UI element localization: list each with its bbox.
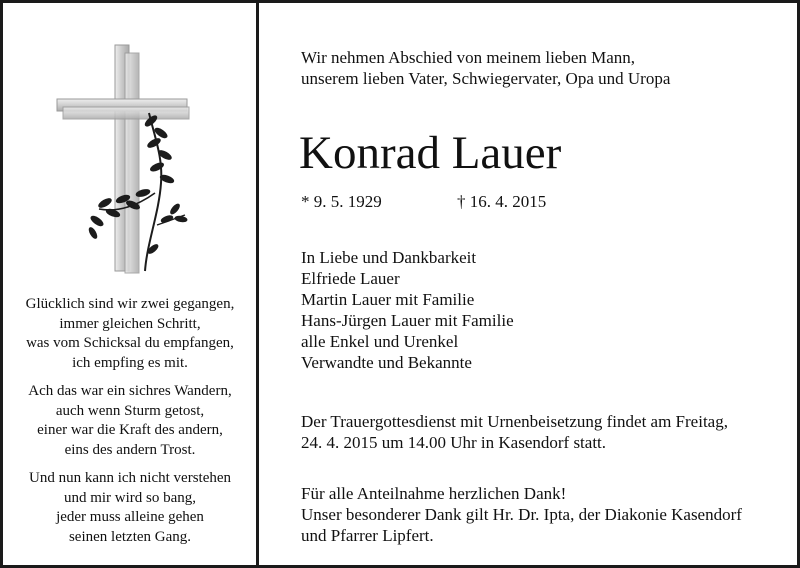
- death-date: † 16. 4. 2015: [457, 192, 547, 211]
- mourner-line: Martin Lauer mit Familie: [301, 290, 475, 309]
- right-column: [259, 3, 797, 565]
- intro-text: [301, 47, 670, 89]
- birth-date: * 9. 5. 1929: [301, 192, 382, 211]
- service-line: 24. 4. 2015 um 14.00 Uhr in Kasendorf statt.: [301, 433, 607, 452]
- thanks-text: [301, 483, 742, 546]
- thanks-line: Für alle Anteilnahme herzlichen Dank!: [301, 484, 567, 503]
- mourner-line: Verwandte und Bekannte: [301, 353, 472, 372]
- poem-stanza-2: [13, 382, 247, 460]
- poem-line: Und nun kann ich nicht verstehen: [28, 470, 232, 486]
- poem-line: jeder muss alleine gehen: [56, 509, 204, 525]
- thanks-line: Unser besonderer Dank gilt Hr. Dr. Ipta, der Diakonie Kasendorf: [301, 505, 742, 524]
- mourners-list: [301, 247, 514, 373]
- poem-line: auch wenn Sturm getost,: [55, 402, 205, 419]
- poem-line: und mir wird so bang,: [63, 489, 197, 506]
- deceased-name: Konrad Lauer: [299, 127, 562, 179]
- poem-line: immer gleichen Schritt,: [59, 315, 201, 332]
- mourner-line: In Liebe und Dankbarkeit: [301, 248, 477, 267]
- poem-line: einer war die Kraft des andern,: [37, 422, 223, 438]
- poem-line: eins des andern Trost.: [64, 441, 196, 458]
- intro-line: unserem lieben Vater, Schwiegervater, Opa und Uropa: [301, 69, 671, 88]
- cross-icon: [51, 43, 191, 275]
- thanks-line: und Pfarrer Lipfert.: [301, 526, 434, 545]
- poem-line: ich empfing es mit.: [72, 354, 188, 371]
- service-info: [301, 411, 728, 453]
- poem-line: Glücklich sind wir zwei gegangen,: [25, 296, 235, 312]
- mourner-line: Elfriede Lauer: [301, 269, 400, 288]
- intro-line: Wir nehmen Abschied von meinem lieben Mann,: [301, 48, 636, 67]
- mourner-line: Hans-Jürgen Lauer mit Familie: [301, 311, 514, 330]
- mourner-line: alle Enkel und Urenkel: [301, 332, 459, 351]
- poem-stanza-3: [13, 469, 247, 547]
- poem-line: Ach das war ein sichres Wandern,: [28, 383, 232, 399]
- left-column: [3, 3, 256, 565]
- poem-line: seinen letzten Gang.: [68, 528, 192, 545]
- poem-stanza-1: [13, 295, 247, 373]
- service-line: Der Trauergottesdienst mit Urnenbeisetzung findet am Freitag,: [301, 412, 728, 431]
- poem-line: was vom Schicksal du empfangen,: [26, 335, 234, 351]
